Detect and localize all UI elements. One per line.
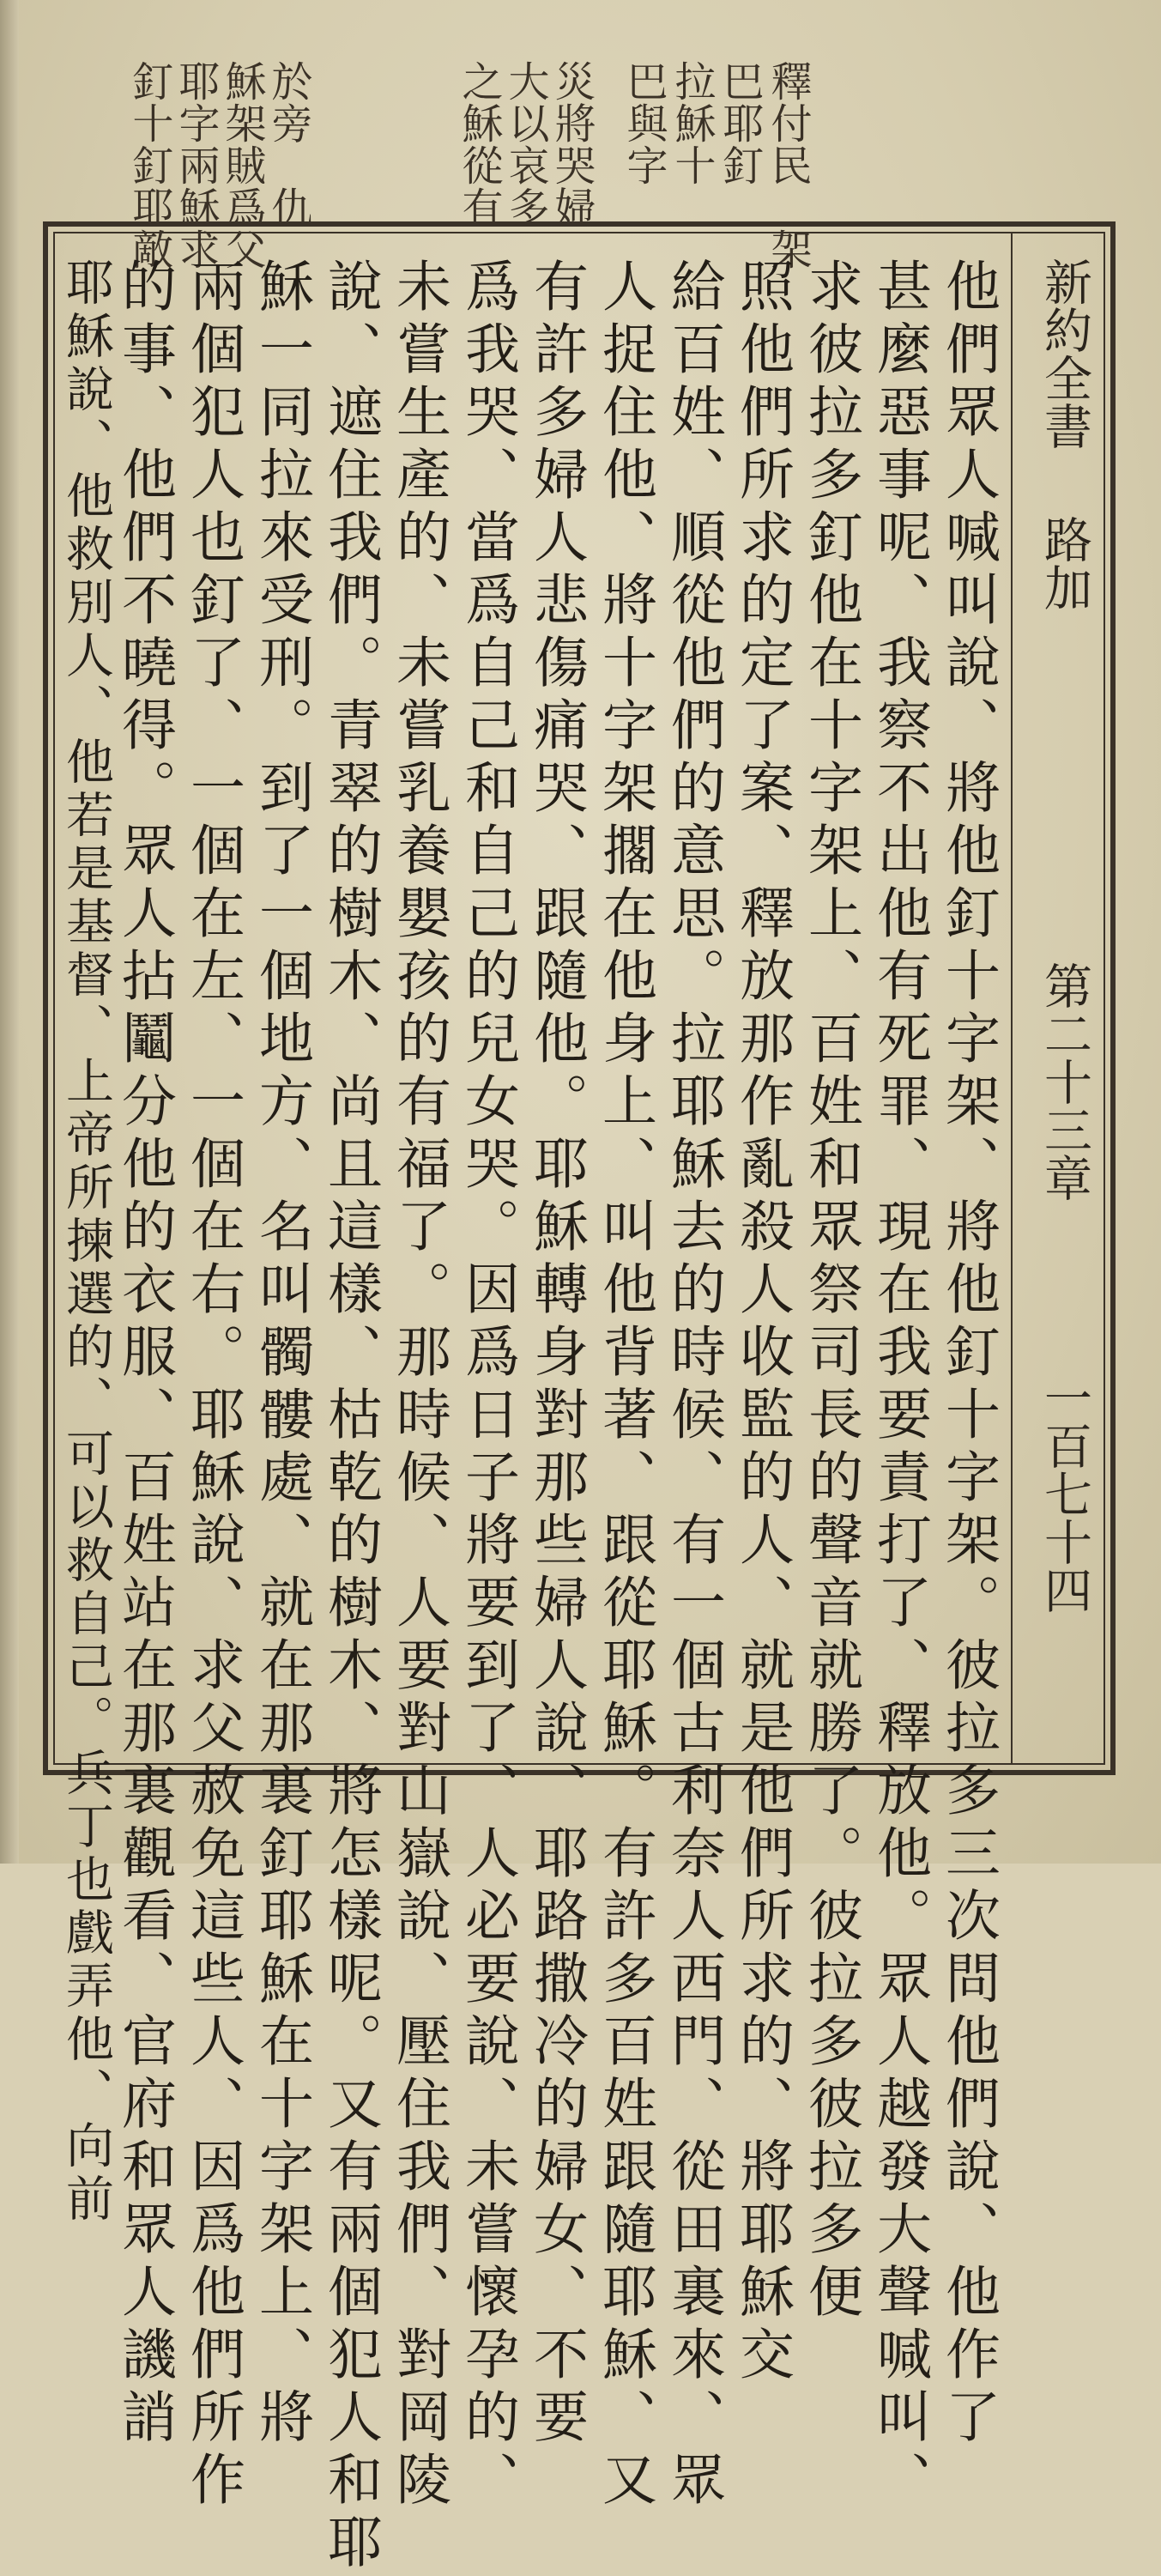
text-column: 說、遮住我們。青翠的樹木、尚且這樣、枯乾的樹木、將怎樣呢。又有兩個犯人和耶 bbox=[318, 258, 382, 2576]
text-column: 照他們所求的定了案、釋放那作亂殺人收監的人、就是他們所求的、將耶穌交 bbox=[730, 258, 794, 2388]
margin-note-col: 於旁 仇 bbox=[264, 60, 312, 228]
margin-note-col: 巴與字 bbox=[620, 60, 668, 186]
margin-note-col: 拉穌十 bbox=[668, 60, 716, 186]
text-column: 甚麼惡事呢、我察不出他有死罪、現在我要責打了、釋放他。眾人越發大聲喊叫、 bbox=[868, 258, 931, 2513]
page-edge bbox=[0, 0, 19, 1864]
text-column: 有許多婦人悲傷痛哭、跟隨他。耶穌轉身對那些婦人說、耶路撒冷的婦女、不要 bbox=[524, 258, 588, 2451]
margin-note-col: 之穌從有 bbox=[455, 60, 503, 228]
text-column: 穌一同拉來受刑。到了一個地方、名叫髑髏處、就在那裏釘耶穌在十字架上、將 bbox=[250, 258, 313, 2451]
text-column: 的事、他們不曉得。眾人拈鬮分他的衣服、百姓站在那裏觀看、官府和眾人譏誚 bbox=[112, 258, 176, 2451]
text-column: 兩個犯人也釘了、一個在左、一個在右。耶穌說、求父赦免這些人、因爲他們所作 bbox=[181, 258, 245, 2513]
text-column: 給百姓、順從他們的意思。拉耶穌去的時候、有一個古利奈人西門、從田裏來、眾 bbox=[662, 258, 725, 2513]
header-divider bbox=[1011, 232, 1013, 1765]
margin-note-col: 大以哀多 bbox=[501, 60, 549, 228]
margin-note-col: 釋付民 架 bbox=[764, 60, 812, 270]
margin-note-col: 釘十釘耶敵 bbox=[125, 60, 173, 270]
text-column: 耶穌說、他救別人、他若是基督、上帝所揀選的、可以救自己。兵丁也戲弄他、向前 bbox=[58, 258, 114, 2227]
margin-note-col: 穌架賊爲父 bbox=[218, 60, 266, 270]
page-number: 一百七十四 bbox=[1037, 1373, 1092, 1614]
margin-note-col: 耶字兩穌求 bbox=[172, 60, 220, 270]
text-column: 求彼拉多釘他在十字架上、百姓和眾祭司長的聲音就勝了。彼拉多彼拉多便 bbox=[799, 258, 862, 2325]
chapter-heading: 第二十三章 bbox=[1037, 961, 1092, 1202]
text-column: 未嘗生產的、未嘗乳養嬰孩的有福了。那時候、人要對山嶽說、壓住我們、對岡陵 bbox=[387, 258, 450, 2513]
book-name: 路加 bbox=[1037, 515, 1092, 611]
margin-note-col: 巴耶釘 bbox=[716, 60, 764, 186]
margin-note-col: 災將哭婦 bbox=[547, 60, 596, 228]
text-column: 他們眾人喊叫說、將他釘十字架、將他釘十字架。彼拉多三次問他們說、他作了 bbox=[936, 258, 1000, 2451]
text-column: 人捉住他、將十字架擱在他身上、叫他背著、跟從耶穌。有許多百姓跟隨耶穌、又 bbox=[593, 258, 656, 2513]
book-title: 新約全書 bbox=[1037, 258, 1092, 450]
text-column: 爲我哭、當爲自己和自己的兒女哭。因爲日子將要到了、人必要說、未嘗懷孕的、 bbox=[456, 258, 519, 2513]
